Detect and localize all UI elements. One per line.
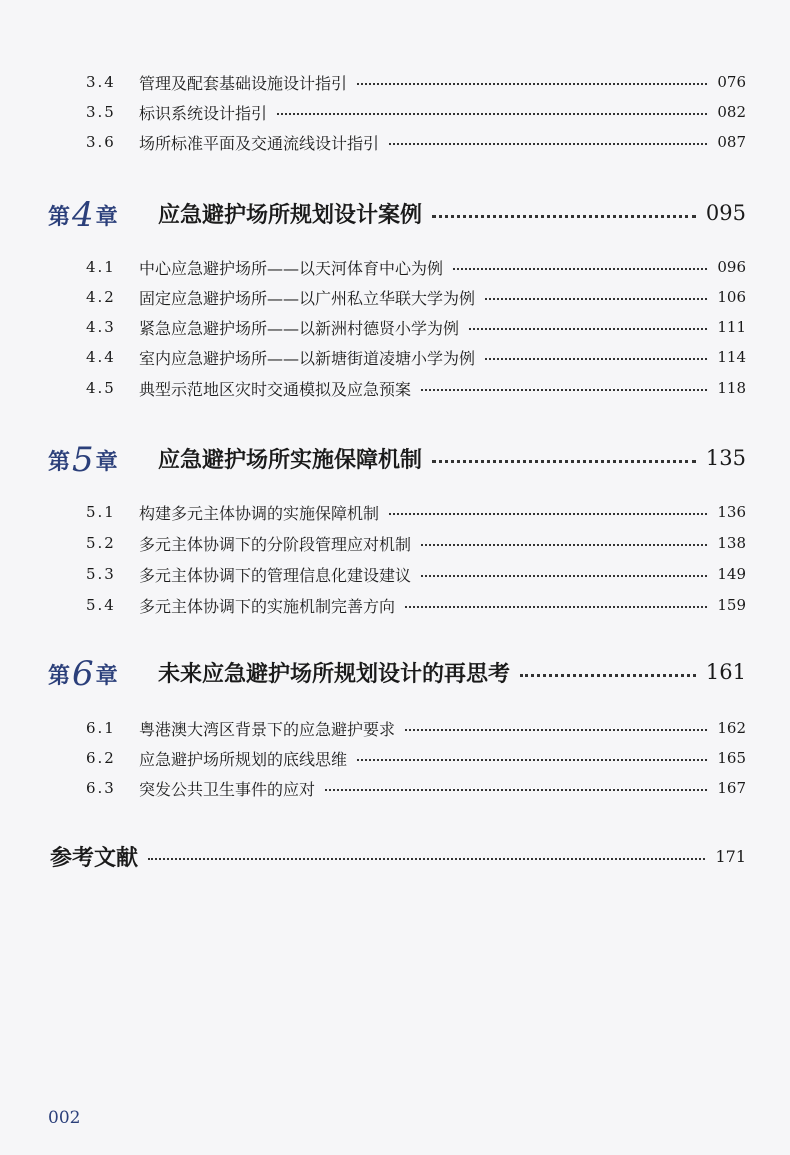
leader-dots — [453, 268, 707, 270]
section-title: 室内应急避护场所——以新塘街道凌塘小学为例 — [139, 348, 476, 368]
page-number: 159 — [717, 596, 746, 614]
page-number: 114 — [717, 348, 746, 366]
page-number: 082 — [717, 103, 746, 121]
section-title: 应急避护场所规划的底线思维 — [139, 749, 348, 769]
section-number: 3.4 — [86, 73, 116, 91]
page-number: 138 — [717, 534, 746, 552]
page-number: 167 — [717, 779, 746, 797]
section-number: 4.5 — [86, 379, 116, 397]
page-number: 162 — [717, 719, 746, 737]
section-title: 标识系统设计指引 — [139, 103, 268, 123]
folio-page-number: 002 — [48, 1108, 81, 1128]
section-number: 5.1 — [86, 503, 116, 521]
section-number: 4.4 — [86, 348, 116, 366]
toc-chapter-5[interactable] — [0, 440, 790, 480]
toc-section-3-5[interactable] — [0, 100, 790, 124]
leader-dots — [148, 858, 705, 860]
page-number: 136 — [717, 503, 746, 521]
toc-section-5-3[interactable] — [0, 562, 790, 586]
toc-section-6-3[interactable] — [0, 776, 790, 800]
toc-section-5-2[interactable] — [0, 531, 790, 555]
page-number: 135 — [705, 446, 746, 470]
section-title: 突发公共卫生事件的应对 — [139, 779, 316, 799]
leader-dots — [389, 143, 707, 145]
section-title: 构建多元主体协调的实施保障机制 — [139, 503, 380, 523]
page-number: 106 — [717, 288, 746, 306]
leader-dots — [405, 729, 707, 731]
page-number: 165 — [717, 749, 746, 767]
page-number: 111 — [717, 318, 746, 336]
section-title: 管理及配套基础设施设计指引 — [139, 73, 348, 93]
leader-dots — [277, 113, 707, 115]
toc-section-4-1[interactable] — [0, 255, 790, 279]
page-number: 076 — [717, 73, 746, 91]
leader-dots — [357, 759, 707, 761]
chapter-label: 第4章 — [48, 195, 118, 235]
section-number: 4.3 — [86, 318, 116, 336]
section-number: 6.1 — [86, 719, 116, 737]
leader-dots — [469, 328, 707, 330]
chapter-title: 未来应急避护场所规划设计的再思考 — [158, 660, 511, 687]
leader-dots — [325, 789, 707, 791]
section-title: 典型示范地区灾时交通模拟及应急预案 — [139, 379, 412, 399]
section-number: 6.3 — [86, 779, 116, 797]
leader-dots — [357, 83, 707, 85]
leader-dots — [405, 606, 707, 608]
chapter-title: 应急避护场所规划设计案例 — [158, 201, 423, 228]
toc-section-5-4[interactable] — [0, 593, 790, 617]
leader-dots — [421, 575, 707, 577]
section-number: 4.1 — [86, 258, 116, 276]
section-title: 多元主体协调下的分阶段管理应对机制 — [139, 534, 412, 554]
toc-section-3-6[interactable] — [0, 130, 790, 154]
page-number: 171 — [715, 846, 746, 866]
leader-dots — [520, 674, 696, 677]
section-number: 5.2 — [86, 534, 116, 552]
leader-dots — [432, 215, 696, 218]
references-title: 参考文献 — [50, 844, 139, 871]
leader-dots — [485, 358, 707, 360]
toc-chapter-6[interactable] — [0, 654, 790, 694]
page-number: 149 — [717, 565, 746, 583]
section-title: 中心应急避护场所——以天河体育中心为例 — [139, 258, 444, 278]
section-title: 固定应急避护场所——以广州私立华联大学为例 — [139, 288, 476, 308]
toc-section-4-4[interactable] — [0, 345, 790, 369]
section-number: 5.3 — [86, 565, 116, 583]
toc-chapter-4[interactable] — [0, 195, 790, 235]
page-number: 118 — [717, 379, 746, 397]
page-number: 096 — [717, 258, 746, 276]
leader-dots — [485, 298, 707, 300]
toc-section-4-5[interactable] — [0, 376, 790, 400]
section-number: 4.2 — [86, 288, 116, 306]
chapter-title: 应急避护场所实施保障机制 — [158, 446, 423, 473]
leader-dots — [421, 544, 707, 546]
toc-section-3-4[interactable] — [0, 70, 790, 94]
leader-dots — [389, 513, 707, 515]
toc-section-5-1[interactable] — [0, 500, 790, 524]
page-number: 095 — [705, 201, 746, 225]
toc-section-6-1[interactable] — [0, 716, 790, 740]
toc-references[interactable] — [0, 838, 790, 874]
section-number: 3.6 — [86, 133, 116, 151]
chapter-label: 第6章 — [48, 654, 118, 694]
section-title: 紧急应急避护场所——以新洲村德贤小学为例 — [139, 318, 460, 338]
section-number: 3.5 — [86, 103, 116, 121]
leader-dots — [421, 389, 707, 391]
section-title: 多元主体协调下的实施机制完善方向 — [139, 596, 396, 616]
page-number: 087 — [717, 133, 746, 151]
leader-dots — [432, 460, 696, 463]
section-title: 粤港澳大湾区背景下的应急避护要求 — [139, 719, 396, 739]
toc-section-4-3[interactable] — [0, 315, 790, 339]
section-title: 场所标准平面及交通流线设计指引 — [139, 133, 380, 153]
section-title: 多元主体协调下的管理信息化建设建议 — [139, 565, 412, 585]
chapter-label: 第5章 — [48, 440, 118, 480]
section-number: 6.2 — [86, 749, 116, 767]
toc-section-6-2[interactable] — [0, 746, 790, 770]
toc-section-4-2[interactable] — [0, 285, 790, 309]
section-number: 5.4 — [86, 596, 116, 614]
page-number: 161 — [705, 660, 746, 684]
